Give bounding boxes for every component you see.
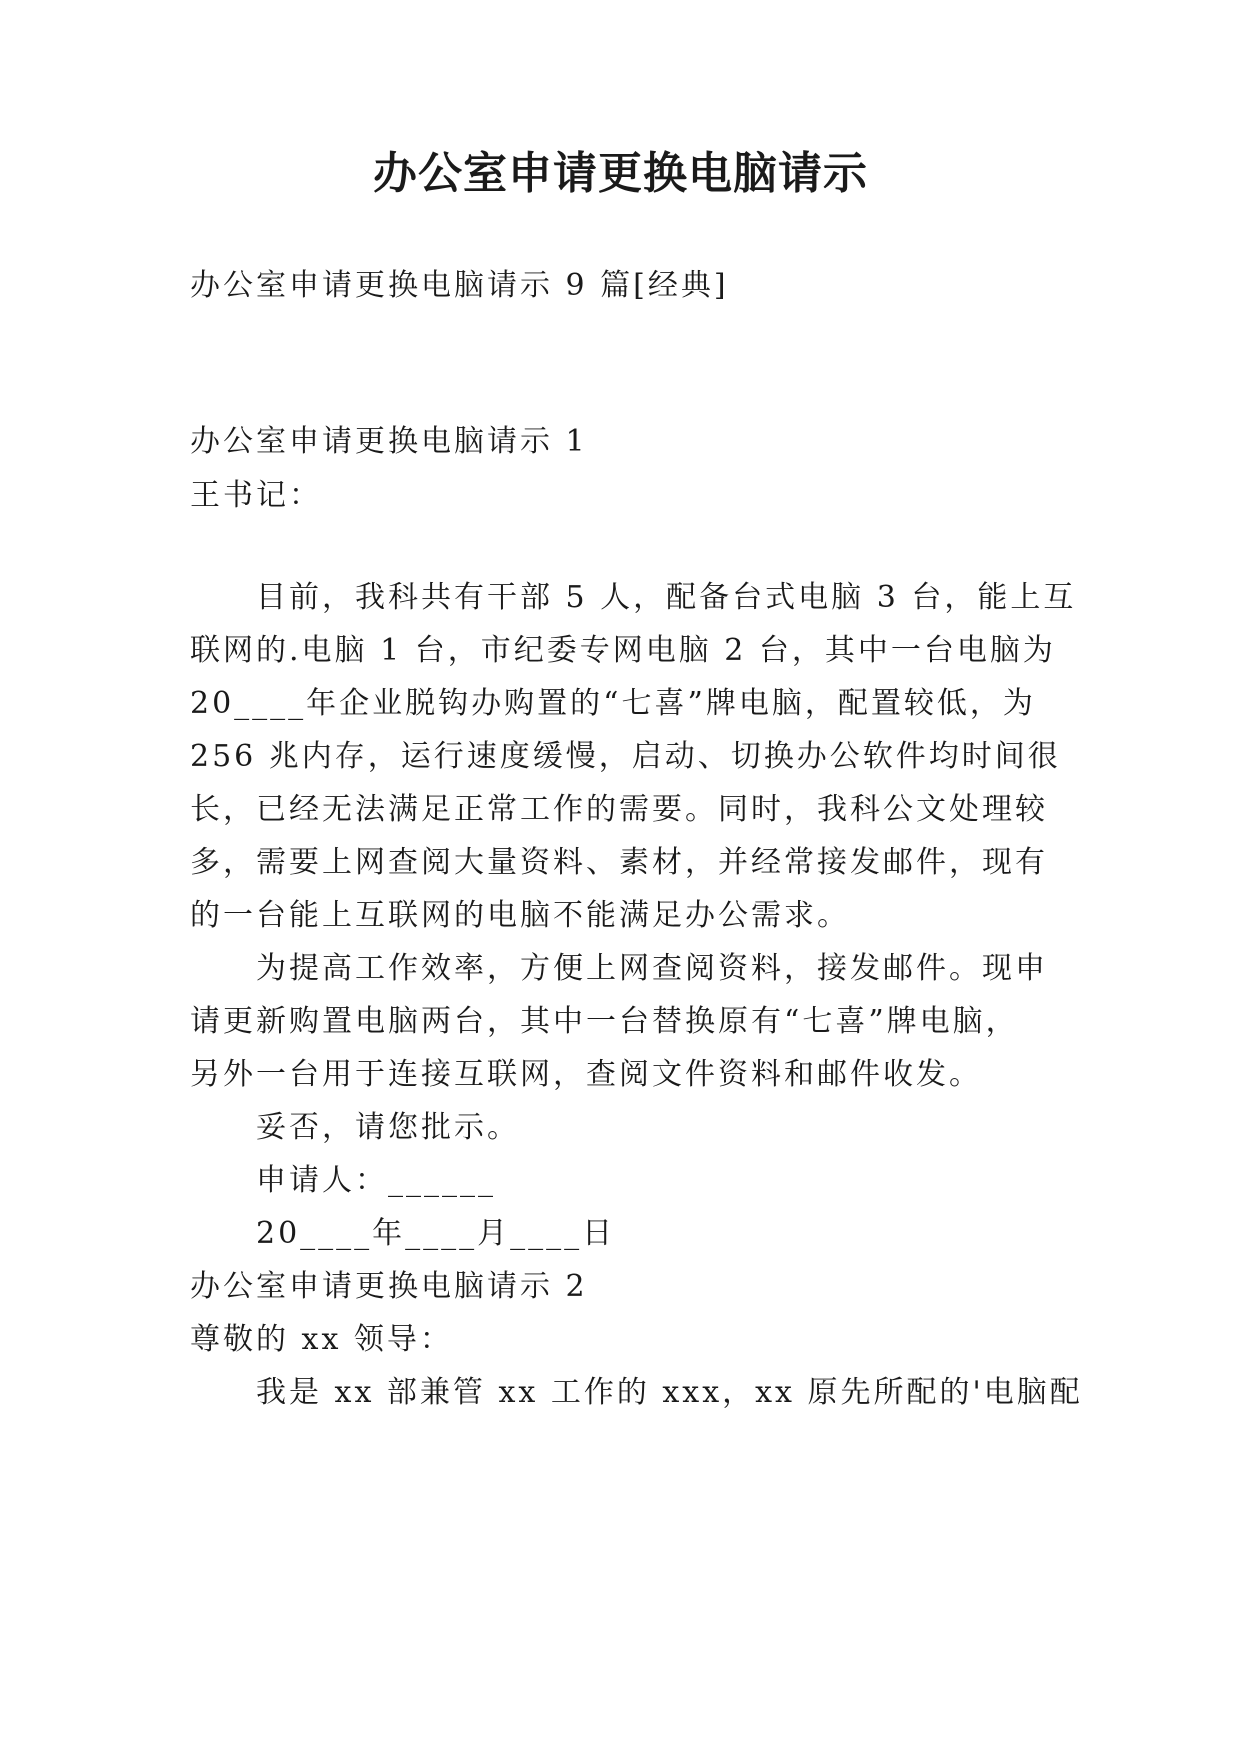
section-1-para-1-line: 长，已经无法满足正常工作的需要。同时，我科公文处理较 bbox=[190, 792, 1048, 827]
section-1-request: 妥否，请您批示。 bbox=[256, 1110, 520, 1145]
section-2-heading: 办公室申请更换电脑请示 2 bbox=[190, 1269, 588, 1304]
section-1-date: 20____年____月____日 bbox=[256, 1216, 616, 1251]
document-title: 办公室申请更换电脑请示 bbox=[373, 148, 868, 199]
section-1-salutation: 王书记： bbox=[190, 478, 322, 513]
section-1-para-1-line: 联网的.电脑 1 台，市纪委专网电脑 2 台，其中一台电脑为 bbox=[190, 633, 1056, 668]
section-1-para-2-line: 请更新购置电脑两台，其中一台替换原有“七喜”牌电脑， bbox=[190, 1004, 1019, 1039]
section-2-para-1-line: 我是 xx 部兼管 xx 工作的 xxx，xx 原先所配的'电脑配 bbox=[256, 1375, 1083, 1410]
section-1-para-1-line: 256 兆内存，运行速度缓慢，启动、切换办公软件均时间很 bbox=[190, 739, 1061, 774]
section-1-para-1-line: 多，需要上网查阅大量资料、素材，并经常接发邮件，现有 bbox=[190, 845, 1048, 880]
section-1-para-2-line: 为提高工作效率，方便上网查阅资料，接发邮件。现申 bbox=[256, 951, 1048, 986]
section-2-salutation: 尊敬的 xx 领导： bbox=[190, 1322, 453, 1357]
section-1-para-1-line: 目前，我科共有干部 5 人，配备台式电脑 3 台，能上互 bbox=[256, 580, 1077, 615]
document-subtitle: 办公室申请更换电脑请示 9 篇[经典] bbox=[190, 268, 729, 303]
section-1-para-1-line: 的一台能上互联网的电脑不能满足办公需求。 bbox=[190, 898, 850, 933]
section-1-applicant: 申请人：______ bbox=[256, 1163, 496, 1198]
section-1-heading: 办公室申请更换电脑请示 1 bbox=[190, 424, 588, 459]
section-1-para-2-line: 另外一台用于连接互联网，查阅文件资料和邮件收发。 bbox=[190, 1057, 982, 1092]
section-1-para-1-line: 20____年企业脱钩办购置的“七喜”牌电脑，配置较低，为 bbox=[190, 686, 1036, 721]
